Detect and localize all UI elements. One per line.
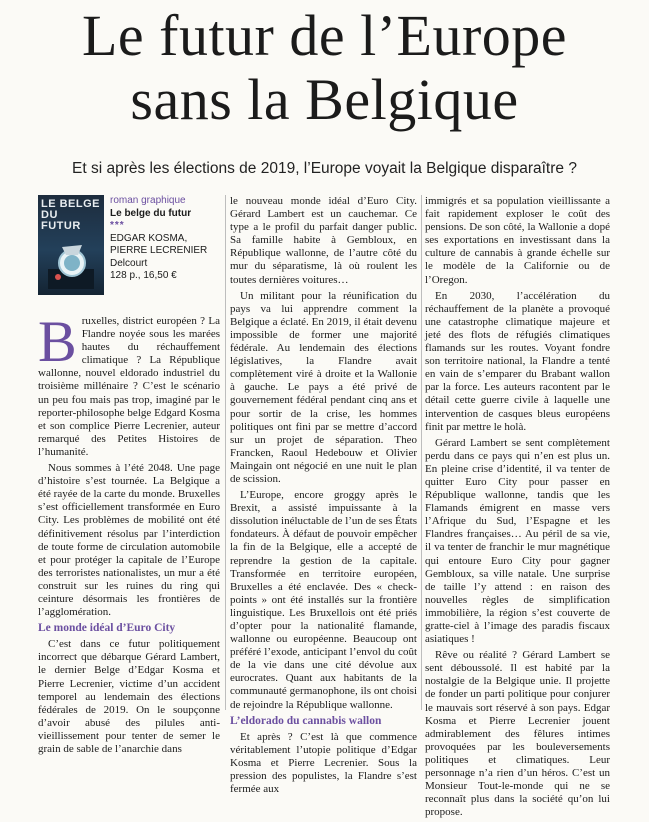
column-2 [230, 195, 417, 799]
paragraph: le nouveau monde idéal d’Euro City. Gérard Lambert est un cauchemar. Ce type a le profil du parfait danger public. Sa famille habite à Gembloux, en République wallonne, de l’autre côté du mur du séparatisme, là où roulent les toutes dernières voitures… [230, 195, 417, 286]
book-card [38, 195, 220, 307]
paragraph-text: ruxelles, district européen ? La Flandre noyée sous les marées hautes du réchauffement climatique ? La République wallonne, nouvel eldorado industriel du troisième millénaire ? C’est le scénario un peu fou mais pas trop, imaginé par le reporter-philosophe belge Edgard Kosma et son complice Pierre Lecrenier, auteur remarqué des Petites Histoires de l’humanité. [38, 315, 220, 458]
column-3 [425, 195, 610, 822]
book-publisher: Delcourt [110, 257, 148, 269]
book-info [110, 195, 220, 283]
headline-line-2: sans la Belgique [130, 67, 519, 132]
paragraph: Rêve ou réalité ? Gérard Lambert se sent déboussolé. Il est habité par la nostalgie de la Belgique unie. Il projette de fonder un parti politique pour conjurer le mauvais sort réservé à son pays. Edgar Kosma et Pierre Lecrenier jouent admirablement des fêlures intimes provoquées par les bouleversements politiques et climatiques. Leur personnage n’a rien d’un héros. C’est un Monsieur Tout-le-monde qui ne se reconnaît plus dans la société qu’on lui propose. [425, 649, 610, 819]
book-rating: *** [110, 220, 125, 231]
paragraph: immigrés et sa population vieillissante a fait rapidement exploser le coût des pensions. De son côté, la Wallonie a dopé ses exportations en investissant dans la culture de cannabis à grande échelle sur le modèle de la Californie ou de l’Oregon. [425, 195, 610, 286]
paragraph: Et après ? C’est là que commence véritablement l’utopie politique d’Edgar Kosma et Pierre Lecrenier. Sous la pression des populistes, la Flandre s’est fermée aux [230, 730, 417, 796]
book-title: Le belge du futur [110, 207, 192, 219]
paragraph: En 2030, l’accélération du réchauffement de la planète a provoqué une catastrophe climatique majeure et jeté des flots de réfugiés climatiques flamands sur les routes. Voyant fondre son territoire national, la Flandre a tenté en vain de s’emparer du Brabant wallon par la force. Les auteurs racontent par le détail cette guerre civile à laquelle une intervention de casques bleus européens finit par mettre le holà. [425, 289, 610, 433]
column-divider [225, 195, 226, 710]
cover-title-line-1: LE BELGE [41, 198, 101, 210]
headline [0, 4, 649, 132]
book-author-1: EDGAR KOSMA, [110, 232, 188, 244]
paragraph: Gérard Lambert se sent complètement perdu dans ce pays qui n’en est plus un. En pleine crise d’identité, il va tenter de quitter Euro City pour passer en République wallonne, tandis que les Flamands émigrent en masse vers l’Afrique du Sud, l’Espagne et les Flandres françaises… Au péril de sa vie, il va tenter de franchir le mur magnétique qui entoure Euro City pour gagner Gembloux, sa ville natale. Une surprise de taille l’y attend : en raison des nouvelles règles de simplification immobilière, la région s’est couverte de gratte-ciel à l’image des paradis fiscaux asiatiques ! [425, 436, 610, 646]
paragraph: Nous sommes à l’été 2048. Une page d’histoire s’est tournée. La Belgique a été rayée de la carte du monde. Bruxelles s’est officiellement transformée en Euro City. Les problèmes de mobilité ont été définitivement résolus par l’interdiction de toute forme de circulation automobile et pour protéger la capitale de l’Europe des terroristes nationalistes, un mur a été construit sur les ruines du ring qui ceinture désormais les frontières de l’agglomération. [38, 462, 220, 619]
book-author-2: PIERRE LECRENIER [110, 245, 208, 256]
book-cover [38, 195, 104, 295]
paragraph: C’est dans ce futur politiquement incorrect que débarque Gérard Lambert, le dernier Belge d’Edgar Kosma et Pierre Lecrenier, victime d’un accident temporel au lendemain des élections fédérales de 2019. On le soupçonne d’avoir abusé des pilules anti-vieillissement pour tenter de semer le grain de sable de l’anarchie dans [38, 638, 220, 755]
cover-illustration [48, 233, 94, 289]
section-heading: Le monde idéal d’Euro City [38, 622, 176, 635]
paragraph [38, 309, 220, 459]
section-heading: L’eldorado du cannabis wallon [230, 714, 382, 727]
column-1 [38, 195, 220, 759]
book-pages-price: 128 p., 16,50 € [110, 270, 177, 281]
headline-line-1: Le futur de l’Europe [81, 3, 568, 68]
paragraph: L’Europe, encore groggy après le Brexit, a assisté impuissante à la dissolution inéluctable de l’un de ses États fondateurs. À défaut de pouvoir empêcher la fin de la Belgique, elle a accepté de reprendre la gestion de la capitale. Transformée en territoire européen, Bruxelles a été enclavée. Des « check-points » ont été installés sur la frontière linguistique. Les Bruxellois ont été priés d’opter pour la nationalité flamande, wallonne ou européenne. Beaucoup ont préféré l’exode, anticipant l’envol du coût de la vie dans une cité dévolue aux eurocrates. Quant aux habitants de la communauté germanophone, ils ont choisi de rejoindre la République wallonne. [230, 489, 417, 711]
cover-title [41, 199, 101, 232]
column-divider [421, 195, 422, 710]
drop-cap: B [38, 309, 77, 374]
book-genre: roman graphique [110, 195, 186, 206]
subtitle: Et si après les élections de 2019, l’Europe voyait la Belgique disparaître ? [72, 160, 577, 177]
cover-title-line-2: DU FUTUR [41, 209, 81, 232]
paragraph: Un militant pour la réunification du pays va lui apprendre comment la Belgique a éclaté. En 2019, il était devenu impossible de former une majorité fédérale. Au lendemain des élections législatives, la Flandre avait complètement viré à droite et la Wallonie à gauche. Le pays a été privé de gouvernement fédéral pendant cinq ans et pour sortir de la crise, les hommes politiques ont fini par se mettre d’accord sur un projet de séparation. Theo Francken, Raoul Hedebouw et Olivier Maingain ont négocié en une nuit le plan de scission. [230, 289, 417, 485]
